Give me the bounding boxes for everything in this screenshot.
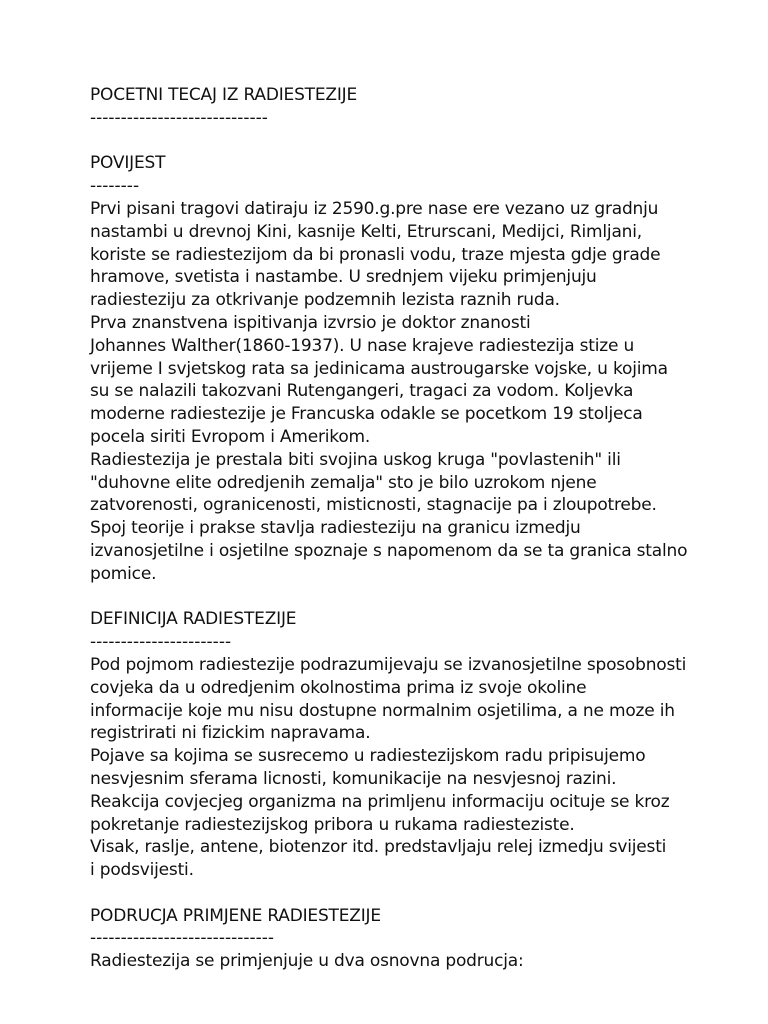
body-text-line: su se nalazili takozvani Rutengangeri, tragaci za vodom. Koljevka [90, 381, 634, 402]
body-text-line: zatvorenosti, ogranicenosti, misticnosti, stagnacije pa i zloupotrebe. [90, 495, 657, 516]
section-heading: DEFINICIJA RADIESTEZIJE [90, 609, 297, 630]
section-underline: ------------------------------ [90, 928, 275, 949]
section-heading: PODRUCJA PRIMJENE RADIESTEZIJE [90, 905, 381, 926]
body-text-line: koriste se radiestezijom da bi pronasli vodu, traze mjesta gdje grade [90, 244, 661, 265]
body-text-line: pomice. [90, 563, 157, 584]
body-text-line: izvanosjetilne i osjetilne spoznaje s napomenom da se ta granica stalno [90, 540, 688, 561]
sections-container [90, 152, 740, 973]
body-text-line: covjeka da u odredjenim okolnostima prima iz svoje okoline [90, 677, 587, 698]
body-text-line: informacije koje mu nisu dostupne normalnim osjetilima, a ne moze ih [90, 700, 675, 721]
spacer [90, 130, 740, 153]
document-page [90, 84, 740, 973]
body-text-line: Radiestezija je prestala biti svojina uskog kruga "povlastenih" ili [90, 449, 621, 470]
spacer [90, 882, 740, 905]
body-text-line: Prva znanstvena ispitivanja izvrsio je doktor znanosti [90, 312, 531, 333]
body-text-line: registrirati ni fizickim napravama. [90, 723, 371, 744]
body-text-line: moderne radiestezije je Francuska odakle se pocetkom 19 stoljeca [90, 404, 643, 425]
body-text-line: nesvjesnim sferama licnosti, komunikacije na nesvjesnoj razini. [90, 768, 617, 789]
body-text-line: Spoj teorije i prakse stavlja radiesteziju na granicu izmedju [90, 518, 581, 539]
body-text-line: vrijeme I svjetskog rata sa jedinicama austrougarske vojske, u kojima [90, 358, 668, 379]
body-text-line: pokretanje radiestezijskog pribora u rukama radiesteziste. [90, 814, 575, 835]
section-underline: ----------------------- [90, 632, 232, 653]
body-text-line: Reakcija covjecjeg organizma na primljenu informaciju ocituje se kroz [90, 791, 670, 812]
body-text-line: i podsvijesti. [90, 860, 194, 881]
body-text-line: Pojave sa kojima se susrecemo u radiestezijskom radu pripisujemo [90, 746, 646, 767]
body-text-line: Johannes Walther(1860-1937). U nase krajeve radiestezija stize u [90, 335, 635, 356]
body-text-line: "duhovne elite odredjenih zemalja" sto je bilo uzrokom njene [90, 472, 597, 493]
title-underline: ----------------------------- [90, 107, 268, 128]
section-underline: -------- [90, 176, 140, 197]
body-text-line: nastambi u drevnoj Kini, kasnije Kelti, Etrurscani, Medijci, Rimljani, [90, 221, 642, 242]
body-text-line: Pod pojmom radiestezije podrazumijevaju se izvanosjetilne sposobnosti [90, 654, 687, 675]
body-text-line: Radiestezija se primjenjuje u dva osnovna podrucja: [90, 951, 524, 972]
body-text-line: Visak, raslje, antene, biotenzor itd. predstavljaju relej izmedju svijesti [90, 837, 667, 858]
body-text-line: Prvi pisani tragovi datiraju iz 2590.g.pre nase ere vezano uz gradnju [90, 198, 659, 219]
section-heading: POVIJEST [90, 153, 166, 174]
spacer [90, 586, 740, 609]
body-text-line: radiesteziju za otkrivanje podzemnih lezista raznih ruda. [90, 290, 560, 311]
body-text-line: pocela siriti Evropom i Amerikom. [90, 426, 371, 447]
document-title: POCETNI TECAJ IZ RADIESTEZIJE [90, 85, 357, 105]
body-text-line: hramove, svetista i nastambe. U srednjem vijeku primjenjuju [90, 267, 597, 288]
